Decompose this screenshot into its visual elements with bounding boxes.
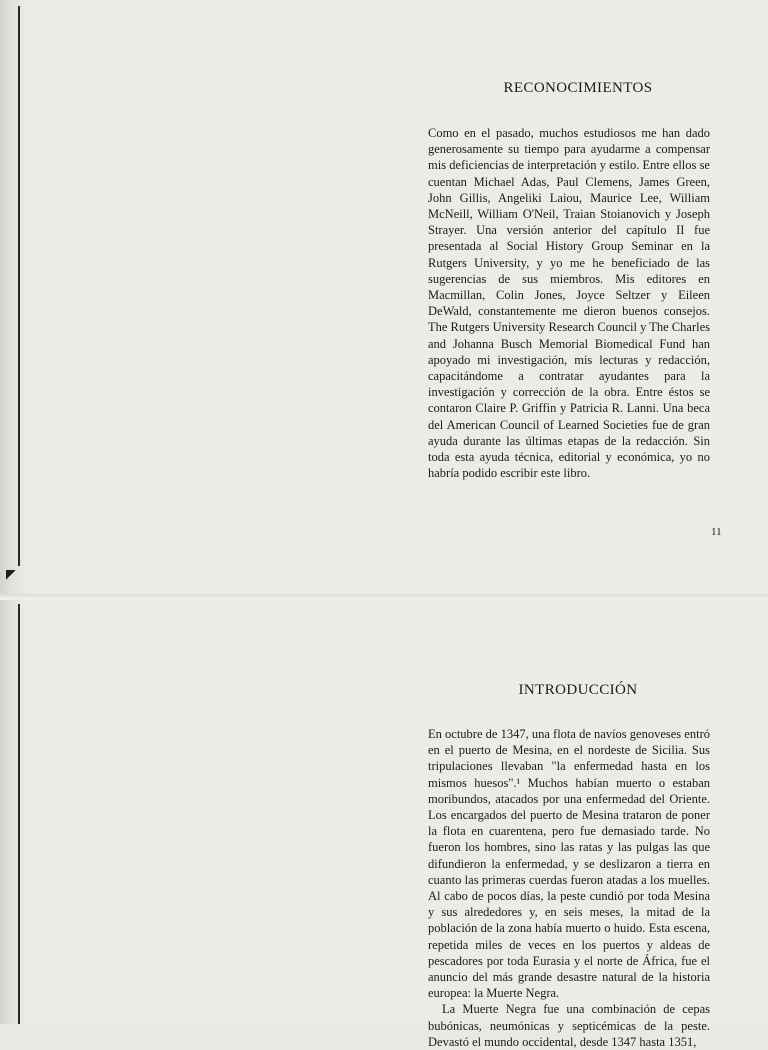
paragraph: En octubre de 1347, una flota de navíos genoveses entró en el puerto de Mesina, en el nordeste de Sicilia. Sus tripulaciones llevaban "la enfermedad hasta en los mismos huesos".¹ Muchos habían muerto o estaban moribundos, atacados por una enfermedad del Oriente. Los encargados del puerto de Mesina trataron de poner la flota en cuarentena, pero fue demasiado tarde. No fueron los hombres, sino las ratas y las pulgas las que difundieron la enfermedad, y se deslizaron a tierra en cuanto las primeras cuerdas fueron atadas a los muelles. Al cabo de pocos días, la peste cundió por toda Mesina y sus alrededores y, en seis meses, la mitad de la población de la zona había muerto o huido. Esta escena, repetida miles de veces en los puertos y aldeas de pescadores por toda Eurasia y el norte de África, fue el anuncio del más grande desastre natural de la historia europea: la Muerte Negra.: [428, 727, 710, 1001]
page-number: 11: [711, 526, 722, 538]
book-spine-line: [18, 6, 20, 566]
acknowledgements-text: [428, 125, 710, 481]
page-heading: INTRODUCCIÓN: [518, 682, 638, 698]
page-heading: RECONOCIMIENTOS: [503, 80, 653, 96]
paragraph: La Muerte Negra fue una combinación de cepas bubónicas, neumónicas y septicémicas de la peste. Devastó el mundo occidental, desde 1347 hasta 1351,: [428, 1002, 710, 1049]
paragraph: Como en el pasado, muchos estudiosos me han dado generosamente su tiempo para ayudarme a compensar mis deficiencias de interpretación y estilo. Entre ellos se cuentan Michael Adas, Paul Clemens, James Green, John Gillis, Angeliki Laiou, Maurice Lee, William McNeill, William O'Neil, Traian Stoianovich y Joseph Strayer. Una versión anterior del capítulo II fue presentada al Social History Group Seminar en la Rutgers University, y yo me he beneficiado de las sugerencias de sus miembros. Mis editores en Macmillan, Colin Jones, Joyce Seltzer y Eileen DeWald, constantemente me dieron buenos consejos. The Rutgers University Research Council y The Charles and Johanna Busch Memorial Biomedical Fund han apoyado mi investigación, mis lecturas y redacción, capacitándome a contratar ayudantes para la investigación y corrección de la obra. Entre éstos se contaron Claire P. Griffin y Patricia R. Lanni. Una beca del American Council of Learned Societies fue de gran ayuda durante las últimas etapas de la redacción. Sin toda esta ayuda técnica, editorial y económica, yo no habría podido escribir este libro.: [428, 126, 710, 481]
scan-corner-mark: [6, 570, 20, 580]
page-gutter-shadow: [0, 600, 28, 1024]
bottom-book-page: [0, 600, 768, 1049]
book-spine-line: [18, 604, 20, 1024]
page-gutter-shadow: [0, 0, 28, 596]
introduction-text: [428, 726, 710, 1050]
